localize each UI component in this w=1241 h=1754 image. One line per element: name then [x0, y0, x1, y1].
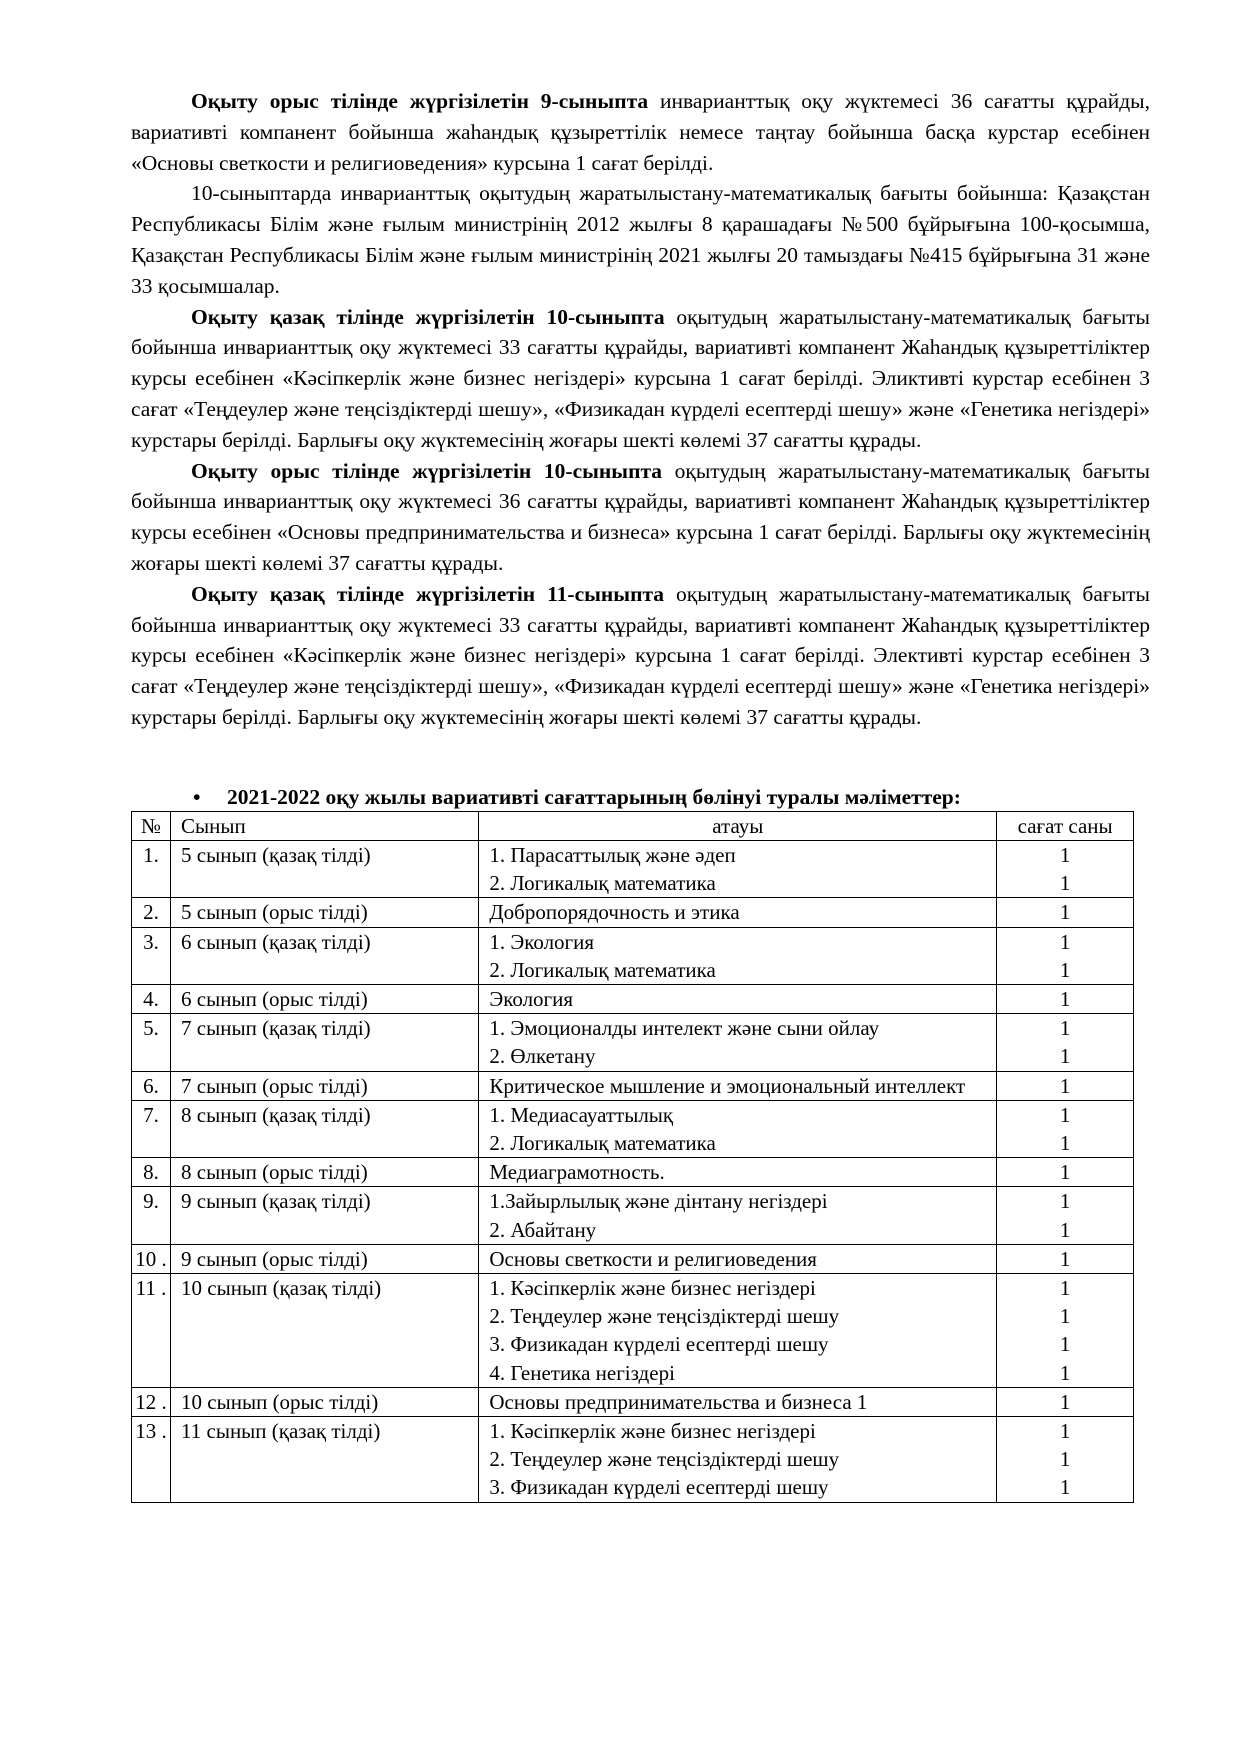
- paragraph: [131, 178, 1150, 301]
- subject-name: 3. Физикадан күрделі есептерді шешу: [489, 1332, 829, 1357]
- row-class: 5 сынып (қазақ тілді): [171, 840, 479, 897]
- subject-name: Добропорядочность и этика: [489, 900, 740, 925]
- hour-count: 1: [1059, 1475, 1071, 1500]
- paragraph-text: оқытудың жаратылыстану-математикалық бағыты бойынша инварианттық оқу жүктемесі 33 сағатты құрайды, вариативті компанент Жаһандық құзыреттіліктер курсы есебінен «Кәсіпкерлік және бизнес негіздері» курсына 1 сағат берілді. Эликтивті курстар есебінен 3 сағат «Теңдеулер және теңсіздіктерді шешу», «Физикадан күрделі есептерді шешу» және «Генетика негіздері» курстары берілді. Барлығы оқу жүктемесінің жоғары шекті көлемі 37 сағатты құрады.: [131, 304, 1151, 452]
- row-names: [479, 927, 997, 984]
- row-class: 7 сынып (қазақ тілді): [171, 1014, 479, 1071]
- hour-count: 1: [1059, 1419, 1071, 1443]
- row-names: [479, 1417, 997, 1503]
- row-class: 5 сынып (орыс тілді): [171, 898, 479, 927]
- row-hours: [997, 1187, 1134, 1244]
- row-class: 9 сынып (қазақ тілді): [171, 1187, 479, 1244]
- row-class: 7 сынып (орыс тілді): [171, 1071, 479, 1100]
- row-names: [479, 1100, 997, 1157]
- row-number: 9.: [132, 1187, 171, 1244]
- hour-count: 1: [1059, 1447, 1071, 1472]
- hour-count: 1: [1059, 871, 1071, 896]
- row-hours: [997, 927, 1134, 984]
- subject-name: 2. Логикалық математика: [489, 1130, 716, 1155]
- row-number: 3.: [132, 927, 171, 984]
- hour-count: 1: [1059, 1304, 1071, 1329]
- subject-name: Основы предпринимательства и бизнеса 1: [489, 1389, 868, 1414]
- paragraph-bold-lead: Оқыту қазақ тілінде жүргізілетін 11-сыныпта: [191, 581, 665, 606]
- row-number: 12 .: [132, 1387, 171, 1416]
- table-row: [132, 840, 1134, 897]
- hour-count: 1: [1059, 900, 1071, 925]
- row-number: 7.: [132, 1100, 171, 1157]
- subject-name: 2. Өлкетану: [489, 1044, 596, 1069]
- row-hours: [997, 1387, 1134, 1416]
- table-row: [132, 1100, 1134, 1157]
- paragraph: [131, 86, 1150, 178]
- table-row: [132, 1244, 1134, 1273]
- row-names: [479, 984, 997, 1013]
- subject-name: 1. Кәсіпкерлік және бизнес негіздері: [489, 1275, 816, 1300]
- hour-count: 1: [1059, 1275, 1071, 1300]
- row-class: 10 сынып (орыс тілді): [171, 1387, 479, 1416]
- row-number: 2.: [132, 898, 171, 927]
- row-hours: [997, 1273, 1134, 1387]
- body-text: [131, 86, 1150, 733]
- hour-count: 1: [1059, 1130, 1071, 1155]
- hour-count: 1: [1059, 1360, 1071, 1385]
- row-hours: [997, 1417, 1134, 1503]
- row-class: 8 сынып (орыс тілді): [171, 1158, 479, 1187]
- row-class: 8 сынып (қазақ тілді): [171, 1100, 479, 1157]
- paragraph-bold-lead: Оқыту орыс тілінде жүргізілетін 9-сыныпта: [191, 89, 649, 113]
- subject-name: 1. Кәсіпкерлік және бизнес негіздері: [489, 1419, 816, 1443]
- table-row: [132, 1387, 1134, 1416]
- paragraph-text: оқытудың жаратылыстану-математикалық бағыты бойынша инварианттық оқу жүктемесі 36 сағатты құрайды, вариативті компанент Жаһандық құзыреттіліктер курсы есебінен «Основы предпринимательства и бизнеса» курсына 1 сағат берілді. Барлығы оқу жүктемесінің жоғары шекті көлемі 37 сағатты құрады.: [131, 458, 1150, 575]
- table-row: [132, 1071, 1134, 1100]
- row-number: 10 .: [132, 1244, 171, 1273]
- paragraph-text: 10-сыныптарда инварианттық оқытудың жаратылыстану-математикалық бағыты бойынша: Қазақстан Республикасы Білім және ғылым министрінің 2012 жылғы 8 қарашадағы №500 бұйрығына 100-қосымша, Қазақстан Республикасы Білім және ғылым министрінің 2021 жылғы 20 тамыздағы №415 бұйрығына 31 және 33 қосымшалар.: [131, 181, 1150, 298]
- row-class: 6 сынып (қазақ тілді): [171, 927, 479, 984]
- row-number: 11 .: [132, 1273, 171, 1387]
- hour-count: 1: [1059, 986, 1071, 1011]
- hour-count: 1: [1059, 1016, 1071, 1041]
- table-row: [132, 1417, 1134, 1503]
- hour-count: 1: [1059, 1160, 1071, 1185]
- row-names: [479, 1014, 997, 1071]
- subject-name: 2. Логикалық математика: [489, 957, 716, 982]
- paragraph-bold-lead: Оқыту орыс тілінде жүргізілетін 10-сыныпта: [191, 458, 663, 483]
- subject-name: 2. Абайтану: [489, 1217, 597, 1242]
- paragraph-text: оқытудың жаратылыстану-математикалық бағыты бойынша инварианттық оқу жүктемесі 33 сағатты құрайды, вариативті компанент Жаһандық құзыреттіліктер курсы есебінен «Кәсіпкерлік және бизнес негіздері» курсына 1 сағат берілді. Элективті курстар есебінен 3 сағат «Теңдеулер және теңсіздіктерді шешу», «Физикадан күрделі есептерді шешу» және «Генетика негіздері» курстары берілді. Барлығы оқу жүктемесінің жоғары шекті көлемі 37 сағатты құрады.: [131, 581, 1150, 729]
- hour-count: 1: [1059, 1044, 1071, 1069]
- row-names: [479, 1071, 997, 1100]
- subject-name: Критическое мышление и эмоциональный интеллект: [489, 1073, 966, 1098]
- subject-name: Экология: [489, 986, 574, 1011]
- row-class: 11 сынып (қазақ тілді): [171, 1417, 479, 1503]
- row-names: [479, 1244, 997, 1273]
- section-heading: [131, 783, 1150, 811]
- hour-count: 1: [1059, 1217, 1071, 1242]
- row-number: 13 .: [132, 1417, 171, 1503]
- row-number: 8.: [132, 1158, 171, 1187]
- header-number: №: [132, 811, 171, 840]
- table-row: [132, 1187, 1134, 1244]
- section-heading-text: 2021-2022 оқу жылы вариативті сағаттарының бөлінуі туралы мәліметтер:: [227, 784, 961, 809]
- paragraph: [131, 456, 1150, 579]
- row-hours: [997, 984, 1134, 1013]
- hour-count: 1: [1059, 1189, 1071, 1214]
- hour-count: 1: [1059, 1102, 1071, 1127]
- row-hours: [997, 1014, 1134, 1071]
- table-row: [132, 984, 1134, 1013]
- subject-name: 2. Теңдеулер және теңсіздіктерді шешу: [489, 1304, 840, 1329]
- row-class: 6 сынып (орыс тілді): [171, 984, 479, 1013]
- row-number: 4.: [132, 984, 171, 1013]
- table-row: [132, 1273, 1134, 1387]
- row-names: [479, 1158, 997, 1187]
- row-hours: [997, 1071, 1134, 1100]
- row-number: 5.: [132, 1014, 171, 1071]
- row-names: [479, 898, 997, 927]
- row-names: [479, 1187, 997, 1244]
- table-header-row: [132, 811, 1134, 840]
- subject-name: Основы светкости и религиоведения: [489, 1246, 817, 1271]
- header-class: Сынып: [171, 811, 479, 840]
- row-names: [479, 1387, 997, 1416]
- table-row: [132, 1014, 1134, 1071]
- subject-name: 2. Логикалық математика: [489, 871, 716, 896]
- row-number: 1.: [132, 840, 171, 897]
- table-row: [132, 1158, 1134, 1187]
- paragraph: [131, 302, 1150, 456]
- subject-name: 1. Эмоционалды интелект және сыни ойлау: [489, 1016, 880, 1041]
- header-name: атауы: [479, 811, 997, 840]
- hour-count: 1: [1059, 842, 1071, 867]
- paragraph: [131, 579, 1150, 733]
- row-number: 6.: [132, 1071, 171, 1100]
- subject-name: 1. Экология: [489, 929, 595, 954]
- subject-name: 1.Зайырлылық және дінтану негіздері: [489, 1189, 828, 1214]
- row-hours: [997, 840, 1134, 897]
- row-hours: [997, 898, 1134, 927]
- hour-count: 1: [1059, 1332, 1071, 1357]
- row-hours: [997, 1244, 1134, 1273]
- row-hours: [997, 1158, 1134, 1187]
- header-hours: сағат саны: [997, 811, 1134, 840]
- subject-name: 2. Теңдеулер және теңсіздіктерді шешу: [489, 1447, 840, 1472]
- row-hours: [997, 1100, 1134, 1157]
- hour-count: 1: [1059, 1246, 1071, 1271]
- hour-count: 1: [1059, 929, 1071, 954]
- paragraph-bold-lead: Оқыту қазақ тілінде жүргізілетін 10-сыныпта: [191, 304, 665, 329]
- hour-count: 1: [1059, 1389, 1071, 1414]
- paragraph-text: инварианттық оқу жүктемесі 36 сағатты құрайды, вариативті компанент бойынша жаһандық құзыреттілік немесе таңтау бойынша басқа курстар есебінен «Основы светкости и религиоведения» курсына 1 сағат берілді.: [131, 89, 1150, 175]
- row-names: [479, 1273, 997, 1387]
- document-page: [131, 86, 1150, 1503]
- subject-name: Медиаграмотность.: [489, 1160, 665, 1185]
- table-row: [132, 898, 1134, 927]
- hour-count: 1: [1059, 957, 1071, 982]
- hour-count: 1: [1059, 1073, 1071, 1098]
- row-names: [479, 840, 997, 897]
- subject-name: 4. Генетика негіздері: [489, 1360, 675, 1385]
- subject-name: 3. Физикадан күрделі есептерді шешу: [489, 1475, 829, 1500]
- subject-name: 1. Парасаттылық және әдеп: [489, 842, 736, 867]
- hours-table: [131, 811, 1134, 1503]
- table-row: [132, 927, 1134, 984]
- row-class: 10 сынып (қазақ тілді): [171, 1273, 479, 1387]
- row-class: 9 сынып (орыс тілді): [171, 1244, 479, 1273]
- bullet-icon: •: [193, 784, 201, 809]
- subject-name: 1. Медиасауаттылық: [489, 1102, 674, 1127]
